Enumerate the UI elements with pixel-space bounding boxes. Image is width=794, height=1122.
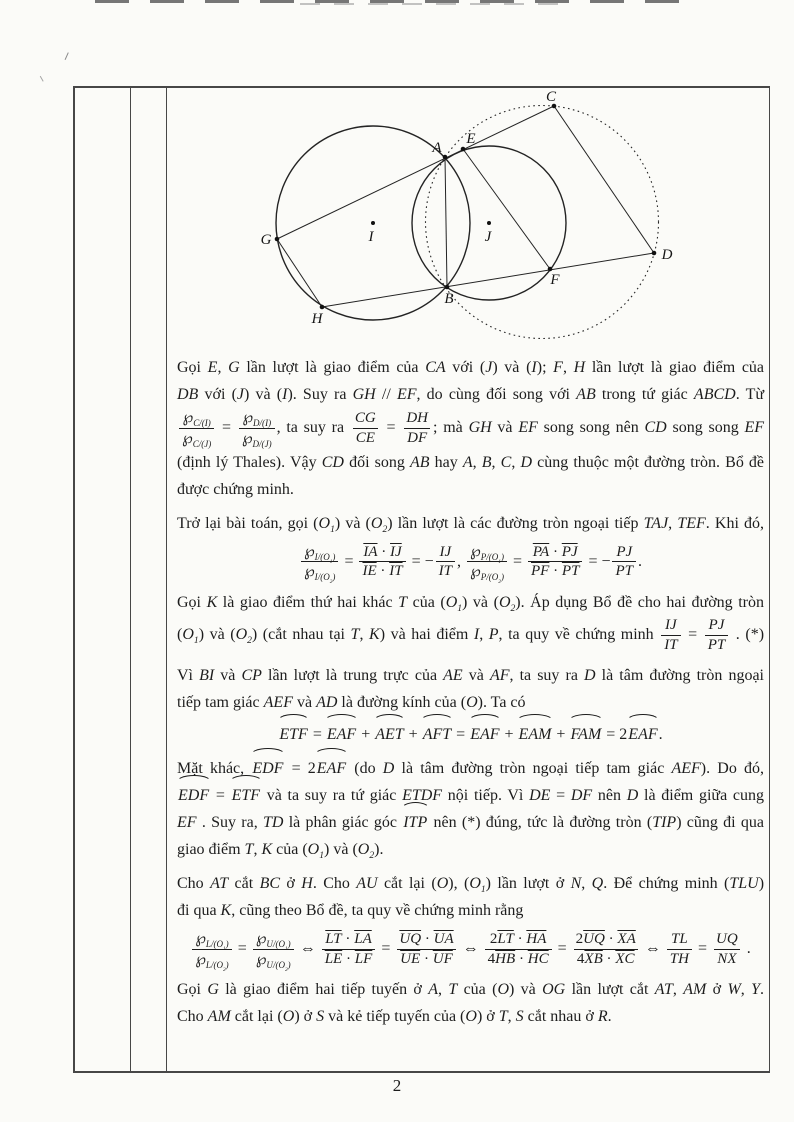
center-I — [371, 221, 375, 225]
label-A: A — [432, 140, 442, 156]
paragraph — [177, 870, 765, 973]
text-line: Gọi G là giao điểm hai tiếp tuyến ở A, T của (O) và OG lần lượt cắt AT, AM ở W, Y. — [177, 981, 765, 999]
text-line: $(O_1)$ và $(O_2)$ (cắt nhau tại T, K) và hai điểm I, P, ta quy về chứng minh $\frac{IJ}{IT}$ = $\frac{PJ}{PT}$ . (*) — [177, 617, 765, 653]
page-number: 2 — [392, 1076, 402, 1095]
scan-edge-artifact-2 — [300, 3, 560, 5]
segment-A-B — [445, 157, 447, 287]
label-G: G — [260, 232, 272, 248]
text-line: Cho AT cắt BC ở H. Cho AU cắt lại (O), $(O_1)$ lần lượt ở N, Q. Để chứng minh (TLU) — [177, 874, 765, 895]
text-line: $\frac{℘_{C/(I)}}{℘_{C/(J)}}$ = $\frac{℘_{D/(I)}}{℘_{D/(J)}}$ , ta suy ra $\frac{CG}{CE}$ = $\frac{DH}{DF}$ ; mà GH và EF song song nên CD song song EF — [177, 408, 764, 449]
point-H — [320, 305, 325, 310]
text-line: Gọi E, G lần lượt là giao điểm của CA với (J) và (I); F, H lần lượt là giao điểm của — [177, 359, 765, 376]
text-line: DB với (J) và (I). Suy ra GH // EF, do cùng đối song với AB trong tứ giác ABCD. Từ — [177, 386, 765, 403]
label-D: D — [661, 247, 673, 263]
point-A — [443, 155, 448, 160]
label-B: B — [444, 291, 454, 307]
segment-E-F — [463, 149, 550, 269]
text-line: (định lý Thales). Vậy CD đối song AB hay A, B, C, D cùng thuộc một đường tròn. Bổ đề — [177, 453, 765, 471]
paragraph — [177, 510, 765, 586]
point-E — [461, 147, 466, 152]
solution-text — [177, 354, 764, 1037]
text-line: được chứng minh. — [177, 480, 294, 498]
point-F — [548, 267, 553, 272]
geometry-figure — [250, 88, 690, 350]
segment-C-D — [554, 106, 654, 253]
paragraph — [177, 589, 764, 655]
point-D — [652, 251, 657, 256]
paragraph — [177, 354, 764, 503]
dotted-circumcircle-ABCD — [426, 106, 659, 339]
page-footer — [0, 1076, 794, 1096]
label-C: C — [545, 89, 557, 105]
text-line: đi qua K, cũng theo Bổ đề, ta quy về chứng minh rằng — [177, 901, 524, 919]
stray-pen-mark-2 — [40, 74, 46, 81]
paragraph — [177, 976, 764, 1030]
text-line: Vì BI và CP lần lượt là trung trực của AE và AF, ta suy ra D là tâm đường tròn ngoại — [177, 666, 764, 684]
text-line: giao điểm T, K của $(O_1)$ và $(O_2)$. — [177, 840, 384, 861]
frame-bottom-line — [73, 1071, 770, 1073]
frame-left-line — [73, 86, 75, 1073]
frame-right-line — [769, 86, 771, 1073]
center-J — [487, 221, 491, 225]
text-line: EF . Suy ra, TD là phân giác góc ITP nên (*) đúng, tức là đường tròn (TIP) cũng đi qua — [177, 809, 764, 836]
label-J: J — [484, 229, 492, 245]
text-line: tiếp tam giác AEF và AD là đường kính của (O). Ta có — [177, 693, 526, 711]
text-line: EDF = ETF và ta suy ra tứ giác ETDF nội tiếp. Vì DE = DF nên D là điểm giữa cung — [177, 782, 764, 809]
margin-divider-1 — [130, 86, 131, 1073]
margin-divider-2 — [166, 86, 167, 1073]
paragraph — [177, 755, 764, 863]
line-D-H — [322, 253, 654, 307]
text-line: Gọi K là giao điểm thứ hai khác T của $(O_1)$ và $(O_2)$. Áp dụng Bổ đề cho hai đường tròn — [177, 594, 765, 615]
label-F: F — [550, 272, 560, 288]
label-I: I — [368, 229, 374, 245]
display-formula: $\frac{℘_{L/(O_1)}}{℘_{L/(O_2)}}$ = $\frac{℘_{U/(O_1)}}{℘_{U/(O_2)}}$ ⇔ $\frac{\overline{LT} \cdot \overline{LA}}{\overline{LE} \cdot \overline{LF}}$ = $\frac{\overline{UQ} \cdot \overline{UA}}{\overline{UE} \cdot \overline{UF}}$ ⇔ $\frac{2\overline{LT} \cdot \overline{HA}}{4\overline{HB} \cdot \overline{HC}}$ = $\frac{2\overline{UQ} \cdot \overline{XA}}{4\overline{XB} \cdot \overline{XC}}$ ⇔ $\frac{TL}{TH}$ = $\frac{UQ}{NX}$ . — [177, 929, 764, 970]
text-line: Cho AM cắt lại (O) ở S và kẻ tiếp tuyến của (O) ở T, S cắt nhau ở R. — [177, 1008, 612, 1026]
paragraph — [177, 662, 764, 748]
text-line: Trở lại bài toán, gọi $(O_1)$ và $(O_2)$ lần lượt là các đường tròn ngoại tiếp TAJ, TEF. Khi đó, — [177, 514, 765, 535]
display-formula: ETF = EAF + AET + AFT = EAF + EAM + FAM = 2EAF. — [177, 721, 764, 748]
point-B — [445, 285, 450, 290]
figure-labels — [261, 89, 673, 327]
display-formula: $\frac{℘_{I/(O_1)}}{℘_{I/(O_2)}}$ = $\frac{\overline{IA} \cdot \overline{IJ}}{\overline{IE} \cdot \overline{IT}}$ = − $\frac{IJ}{IT}$ , $\frac{℘_{P/(O_1)}}{℘_{P/(O_2)}}$ = $\frac{\overline{PA} \cdot \overline{PJ}}{\overline{PF} \cdot \overline{PT}}$ = − $\frac{PJ}{PT}$ . — [177, 542, 764, 583]
line-C-G — [277, 106, 554, 239]
label-E: E — [466, 131, 476, 147]
text-line: Mặt khác, EDF = 2EAF (do D là tâm đường tròn ngoại tiếp tam giác AEF). Do đó, — [177, 755, 764, 782]
label-H: H — [311, 311, 323, 327]
stray-pen-mark — [65, 52, 73, 61]
point-G — [275, 237, 280, 242]
segment-G-H — [277, 239, 322, 307]
